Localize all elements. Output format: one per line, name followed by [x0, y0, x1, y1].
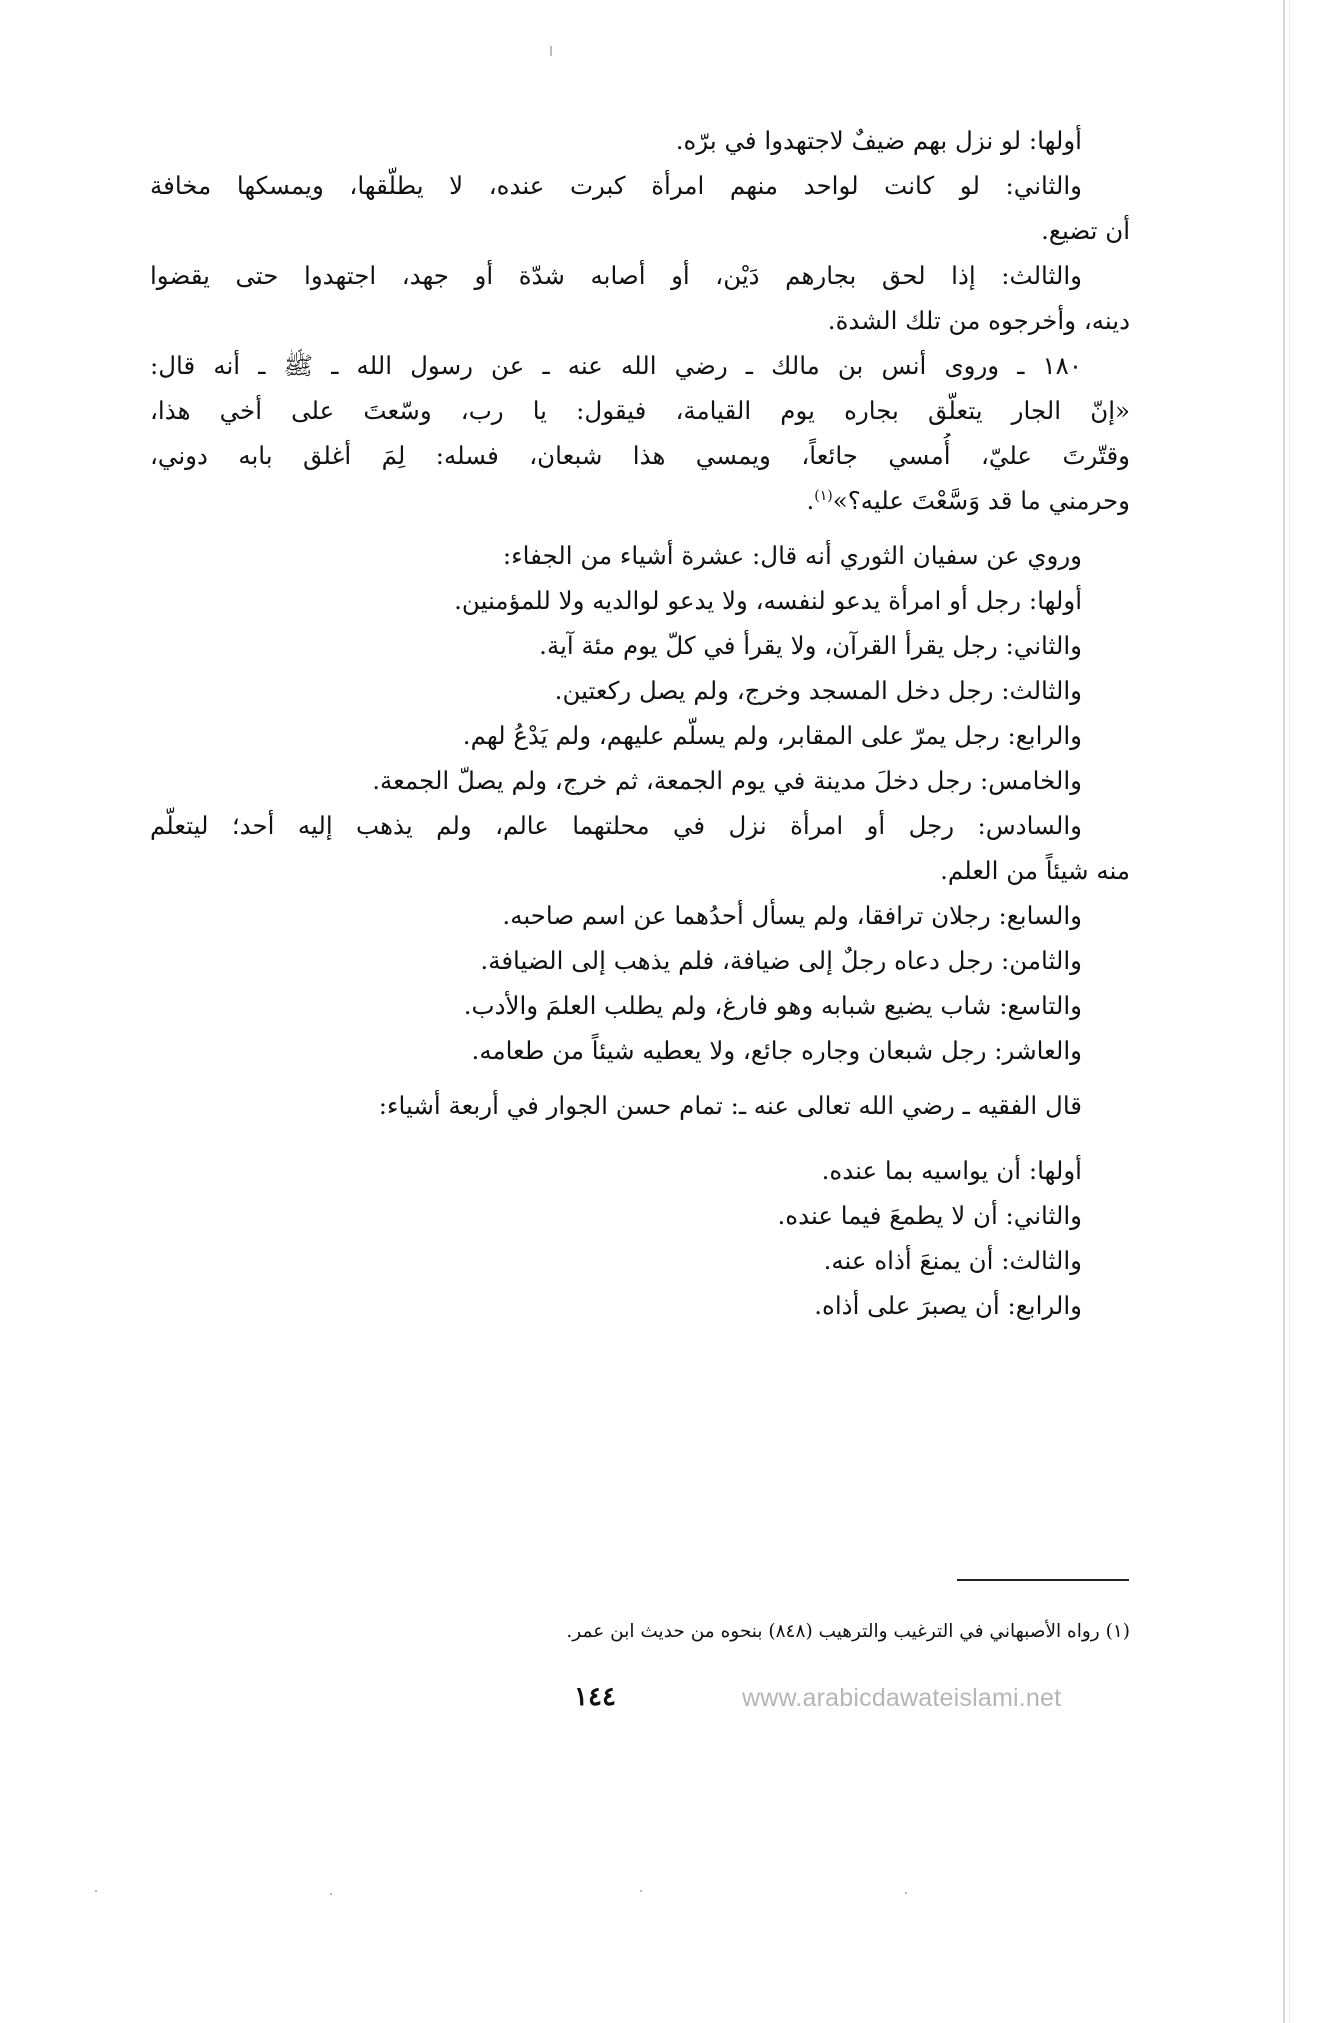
scan-speck — [905, 1892, 907, 1894]
watermark: www.arabicdawateislami.net — [742, 1684, 1062, 1712]
footnote: (١) رواه الأصبهاني في الترغيب والترهيب (٨٤٨) بنحوه من حديث ابن عمر. — [566, 1621, 1130, 1642]
list-item: والتاسع: شاب يضيع شبابه وهو فارغ، ولم يطلب العلمَ والأدب. — [463, 991, 1082, 1020]
list-item: والثاني: أن لا يطمعَ فيما عنده. — [777, 1201, 1082, 1230]
footnote-divider — [957, 1579, 1129, 1581]
list-item: منه شيئاً من العلم. — [940, 856, 1130, 885]
hadith-line: وحرمني ما قد وَسَّعْتَ عليه؟»$^{(١)}$. — [806, 486, 1130, 515]
hadith-end: وحرمني ما قد وَسَّعْتَ عليه؟» — [832, 486, 1130, 515]
list-item: أولها: رجل أو امرأة يدعو لنفسه، ولا يدعو لوالديه ولا للمؤمنين. — [454, 586, 1082, 615]
list-item: والثالث: رجل دخل المسجد وخرج، ولم يصل ركعتين. — [554, 676, 1082, 705]
text-line: والثالث: إذا لحق بجارهم دَيْن، أو أصابه شدّة أو جهد، اجتهدوا حتى يقضوا — [150, 261, 1082, 290]
page-number: ١٤٤ — [574, 1682, 616, 1712]
scan-speck — [95, 1890, 97, 1892]
footnote-ref: (١) — [814, 487, 833, 504]
scan-speck — [330, 1893, 332, 1895]
hadith-line: ١٨٠ ـ وروى أنس بن مالك ـ رضي الله عنه ـ عن رسول الله ـ ﷺ ـ أنه قال: — [150, 351, 1082, 380]
scan-edge-line — [1289, 0, 1290, 2023]
list-item: والخامس: رجل دخلَ مدينة في يوم الجمعة، ثم خرج، ولم يصلّ الجمعة. — [372, 766, 1082, 795]
text-line: دينه، وأخرجوه من تلك الشدة. — [827, 306, 1130, 335]
list-item: والثامن: رجل دعاه رجلٌ إلى ضيافة، فلم يذهب إلى الضيافة. — [480, 946, 1082, 975]
list-item: والرابع: أن يصبرَ على أذاه. — [814, 1291, 1082, 1320]
text-line: أن تضيع. — [1041, 216, 1130, 245]
list-item: والثالث: أن يمنعَ أذاه عنه. — [823, 1246, 1082, 1275]
body-text — [150, 118, 1130, 1328]
text-line: أولها: لو نزل بهم ضيفٌ لاجتهدوا في برّه. — [675, 126, 1082, 155]
list-item: والعاشر: رجل شبعان وجاره جائع، ولا يعطيه شيئاً من طعامه. — [471, 1036, 1082, 1065]
text-line: وروي عن سفيان الثوري أنه قال: عشرة أشياء من الجفاء: — [502, 541, 1082, 570]
list-item: أولها: أن يواسيه بما عنده. — [821, 1156, 1082, 1185]
scan-speck — [640, 1890, 642, 1892]
list-item: والرابع: رجل يمرّ على المقابر، ولم يسلّم عليهم، ولم يَدْعُ لهم. — [462, 721, 1082, 750]
hadith-line: «إنّ الجار يتعلّق بجاره يوم القيامة، فيقول: يا رب، وسّعتَ على أخي هذا، — [150, 396, 1130, 425]
scan-speck — [550, 46, 552, 56]
list-item: والثاني: رجل يقرأ القرآن، ولا يقرأ في كلّ يوم مئة آية. — [539, 631, 1082, 660]
list-item: والسادس: رجل أو امرأة نزل في محلتهما عالم، ولم يذهب إليه أحد؛ ليتعلّم — [150, 811, 1082, 840]
list-item: والسابع: رجلان ترافقا، ولم يسأل أحدُهما عن اسم صاحبه. — [502, 901, 1082, 930]
scan-edge-line — [1283, 0, 1285, 2023]
text-line: قال الفقيه ـ رضي الله تعالى عنه ـ: تمام حسن الجوار في أربعة أشياء: — [378, 1091, 1082, 1120]
hadith-line: وقتّرتَ عليّ، أُمسي جائعاً، ويمسي هذا شبعان، فسله: لِمَ أغلق بابه دوني، — [150, 441, 1130, 470]
text-line: والثاني: لو كانت لواحد منهم امرأة كبرت عنده، لا يطلّقها، ويمسكها مخافة — [150, 171, 1082, 200]
